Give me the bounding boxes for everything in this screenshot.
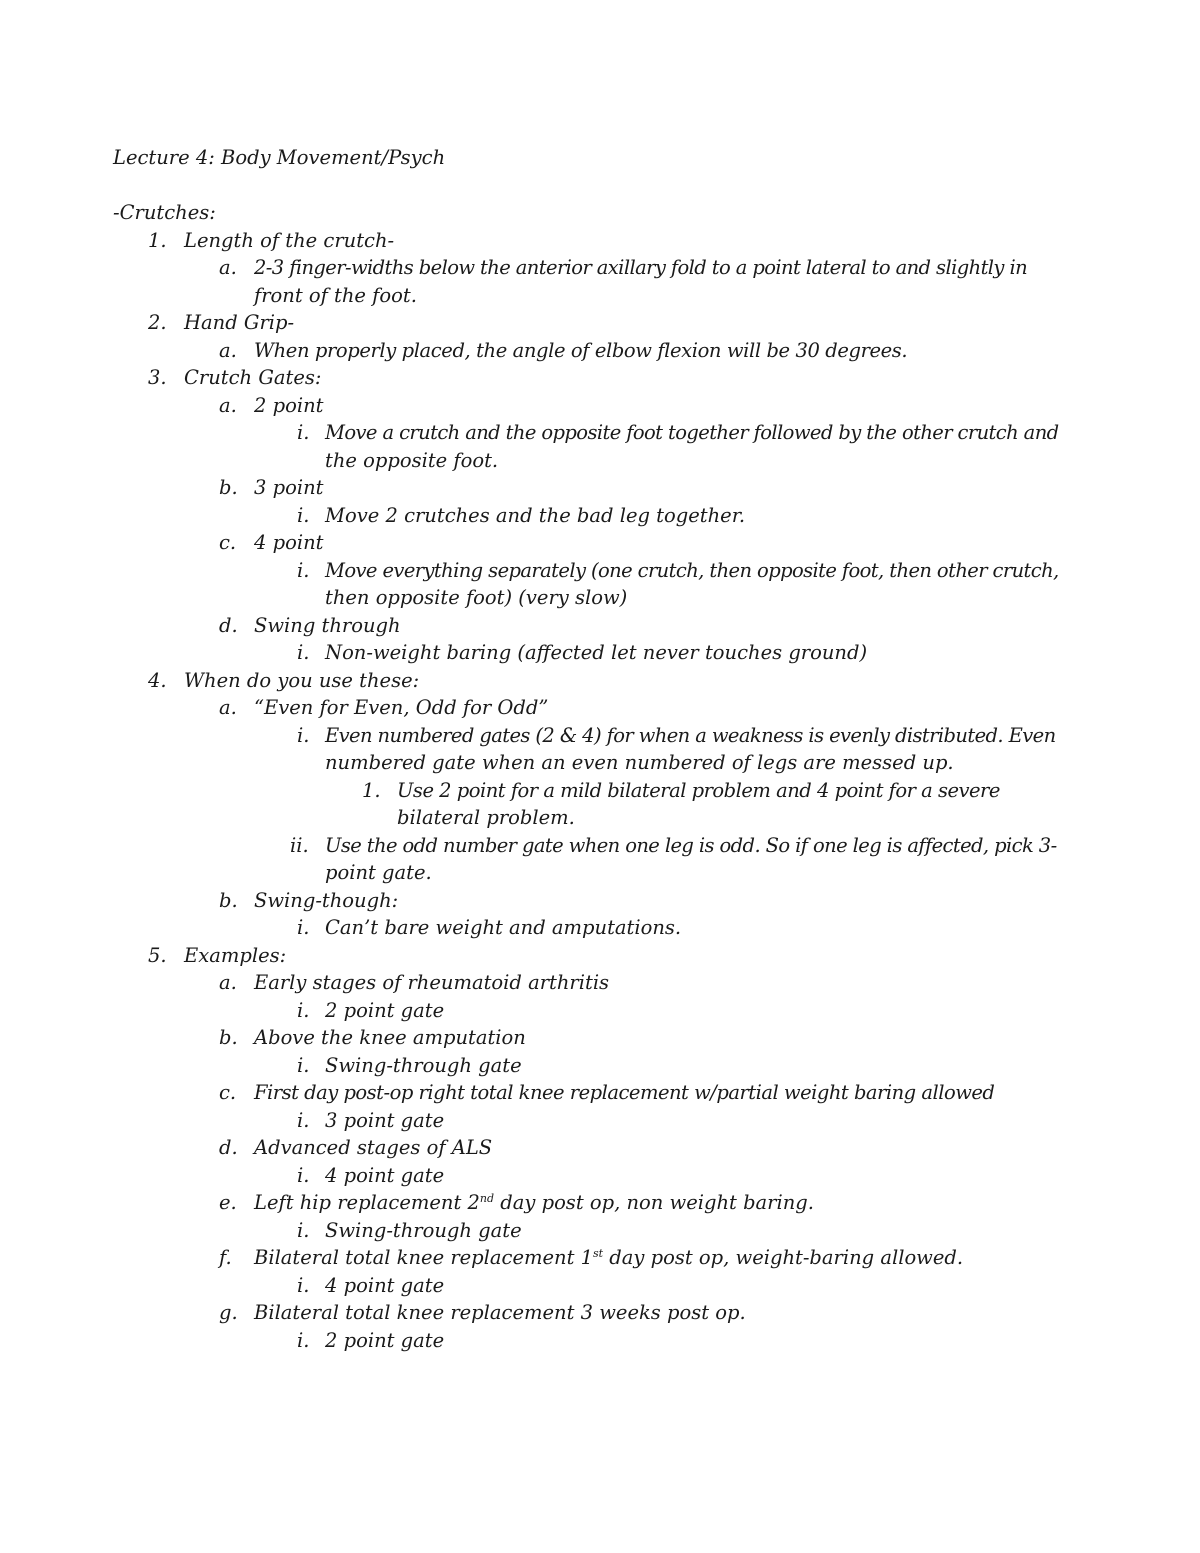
- list-item: 2 point: [254, 394, 324, 417]
- list-item: Swing-through gate: [325, 1054, 522, 1077]
- list-marker: i.: [297, 504, 310, 527]
- list-marker: 1.: [148, 229, 167, 252]
- list-marker: 5.: [148, 944, 167, 967]
- label-text: day post op, weight-baring allowed.: [603, 1246, 964, 1269]
- list-item: When do you use these:: [184, 669, 420, 692]
- list-marker: 3.: [148, 366, 167, 389]
- list-marker: i.: [297, 1109, 310, 1132]
- list-item: Use the odd number gate when one leg is odd. So if one leg is affected, pick 3-: [325, 834, 1057, 857]
- list-item: Length of the crutch-: [184, 229, 395, 252]
- list-item: “Even for Even, Odd for Odd”: [254, 696, 549, 719]
- list-item: Move 2 crutches and the bad leg together.: [325, 504, 746, 527]
- list-item: 4 point gate: [325, 1164, 445, 1187]
- list-marker: b.: [219, 476, 238, 499]
- list-marker: d.: [219, 1136, 238, 1159]
- list-marker: f.: [219, 1246, 232, 1269]
- list-item: Swing-through gate: [325, 1219, 522, 1242]
- list-item: 4 point: [254, 531, 324, 554]
- list-item: Move a crutch and the opposite foot together followed by the other crutch and: [325, 421, 1059, 444]
- list-marker: b.: [219, 889, 238, 912]
- list-marker: c.: [219, 531, 237, 554]
- list-item: Above the knee amputation: [254, 1026, 526, 1049]
- list-item: Crutch Gates:: [184, 366, 322, 389]
- list-item: Move everything separately (one crutch, then opposite foot, then other crutch,: [325, 559, 1059, 582]
- page-title: Lecture 4: Body Movement/Psych: [113, 146, 446, 169]
- list-marker: i.: [297, 724, 310, 747]
- list-item: Even numbered gates (2 & 4) for when a weakness is evenly distributed. Even: [325, 724, 1056, 747]
- list-item: When properly placed, the angle of elbow flexion will be 30 degrees.: [254, 339, 908, 362]
- list-marker: a.: [219, 971, 237, 994]
- list-marker: i.: [297, 559, 310, 582]
- list-item: Early stages of rheumatoid arthritis: [254, 971, 610, 994]
- label-text: day post op, non weight baring.: [494, 1191, 814, 1214]
- list-marker: i.: [297, 999, 310, 1022]
- list-marker: i.: [297, 1219, 310, 1242]
- list-marker: 1.: [362, 779, 381, 802]
- list-marker: i.: [297, 421, 310, 444]
- list-item: [254, 1248, 963, 1268]
- list-item: 2 point gate: [325, 999, 445, 1022]
- list-item: 4 point gate: [325, 1274, 445, 1297]
- list-marker: e.: [219, 1191, 237, 1214]
- list-item-continuation: then opposite foot) (very slow): [325, 586, 628, 609]
- list-item-continuation: the opposite foot.: [325, 449, 499, 472]
- list-marker: a.: [219, 339, 237, 362]
- list-marker: a.: [219, 256, 237, 279]
- list-marker: i.: [297, 1274, 310, 1297]
- list-marker: ii.: [290, 834, 309, 857]
- list-item: 3 point: [254, 476, 324, 499]
- list-item: Bilateral total knee replacement 3 weeks post op.: [254, 1301, 746, 1324]
- list-marker: i.: [297, 1054, 310, 1077]
- list-marker: i.: [297, 1164, 310, 1187]
- list-marker: c.: [219, 1081, 237, 1104]
- label-text: Bilateral total knee replacement 1: [254, 1246, 594, 1269]
- section-heading: -Crutches:: [113, 201, 216, 224]
- list-item: [254, 1193, 814, 1213]
- list-item: Non-weight baring (affected let never touches ground): [325, 641, 868, 664]
- list-marker: i.: [297, 1329, 310, 1352]
- list-marker: d.: [219, 614, 238, 637]
- list-marker: a.: [219, 696, 237, 719]
- list-item: Can’t bare weight and amputations.: [325, 916, 682, 939]
- list-item-continuation: front of the foot.: [254, 284, 417, 307]
- list-marker: a.: [219, 394, 237, 417]
- list-item: Swing-though:: [254, 889, 399, 912]
- list-marker: g.: [219, 1301, 238, 1324]
- list-item-continuation: numbered gate when an even numbered of legs are messed up.: [325, 751, 954, 774]
- list-item-continuation: point gate.: [325, 861, 432, 884]
- list-item: Examples:: [184, 944, 287, 967]
- list-marker: b.: [219, 1026, 238, 1049]
- ordinal-suffix: st: [593, 1247, 604, 1260]
- label-text: Left hip replacement 2: [254, 1191, 480, 1214]
- list-item: 3 point gate: [325, 1109, 445, 1132]
- ordinal-suffix: nd: [479, 1192, 495, 1205]
- list-item: Advanced stages of ALS: [254, 1136, 493, 1159]
- list-item: Hand Grip-: [184, 311, 295, 334]
- list-item: First day post-op right total knee replacement w/partial weight baring allowed: [254, 1081, 995, 1104]
- list-item-continuation: bilateral problem.: [397, 806, 575, 829]
- list-marker: i.: [297, 641, 310, 664]
- list-item: Swing through: [254, 614, 401, 637]
- list-item: 2 point gate: [325, 1329, 445, 1352]
- list-item: Use 2 point for a mild bilateral problem and 4 point for a severe: [397, 779, 1000, 802]
- list-marker: 2.: [148, 311, 167, 334]
- list-item: 2-3 finger-widths below the anterior axillary fold to a point lateral to and slightly in: [254, 256, 1028, 279]
- list-marker: i.: [297, 916, 310, 939]
- list-marker: 4.: [148, 669, 167, 692]
